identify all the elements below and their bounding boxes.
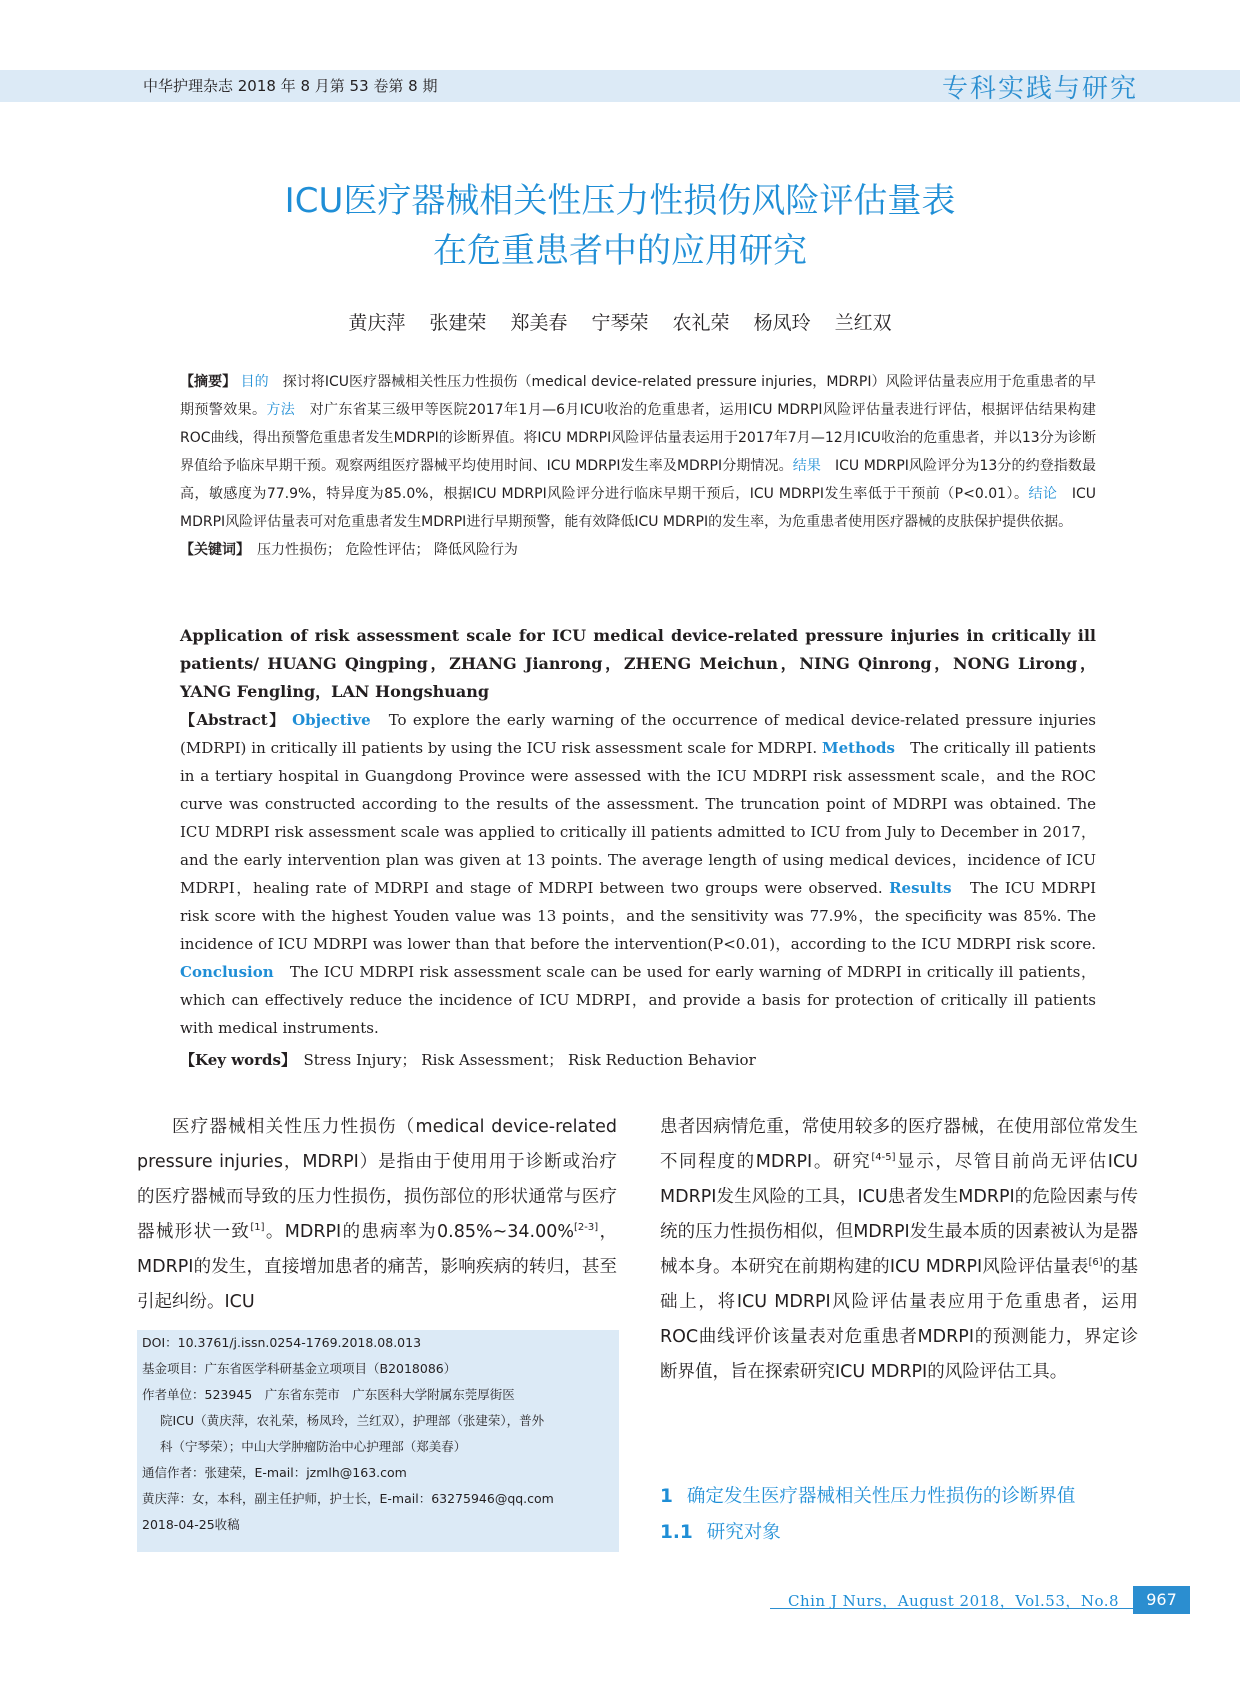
author-bio[interactable]: 黄庆萍：女，本科，副主任护师，护士长，E-mail：63275946@qq.com xyxy=(142,1491,554,1506)
affiliation-line-3: 科（宁琴荣）；中山大学肿瘤防治中心护理部（郑美春） xyxy=(160,1439,467,1454)
corresponding-author[interactable]: 通信作者：张建荣，E-mail：jzmlh@163.com xyxy=(142,1465,407,1480)
intro-text-5: 显示，尽管目前尚无评估ICU MDRPI发生风险的工具，ICU患者发生MDRPI的危险因素与传统的压力性损伤相似，但MDRPI发生最本质的因素被认为是器械本身。本研究在前期构建的ICU MDRPI风险评估量表 xyxy=(660,1152,1138,1277)
section-title-1-1: 研究对象 xyxy=(706,1522,781,1543)
conclusion-label: 结论 xyxy=(1028,486,1058,502)
intro-paragraph-cont xyxy=(660,1110,1138,1390)
results-label-en: Results xyxy=(889,879,952,897)
doi-line[interactable]: DOI：10.3761/j.issn.0254-1769.2018.08.013 xyxy=(142,1335,422,1350)
methods-text-en: The critically ill patients in a tertiary hospital in Guangdong Province were assessed with the ICU MDRPI risk assessment scale，and the ROC curve was constructed according to the results of the assessment. The truncation point of MDRPI was obtained. The ICU MDRPI risk assessment scale was applied to critically ill patients admitted to ICU from July to December in 2017，and the early intervention plan was given at 13 points. The average length of using medical devices，incidence of ICU MDRPI，healing rate of MDRPI and stage of MDRPI between two groups were observed. xyxy=(180,739,1096,897)
intro-paragraph xyxy=(137,1110,617,1320)
intro-text-2: 。MDRPI的患病率为0.85%~34.00% xyxy=(264,1222,574,1242)
journal-header: 中华护理杂志 2018 年 8 月第 53 卷第 8 期 xyxy=(143,77,438,95)
results-text-en: The ICU MDRPI risk score with the highest Youden value was 13 points，and the sensitivity was 77.9%，the specificity was 85%. The incidence of ICU MDRPI was lower than that before the intervention(P<0.01)，according to the ICU MDRPI risk score. xyxy=(180,879,1096,953)
section-heading-1 xyxy=(660,1482,1075,1508)
section-heading-1-1 xyxy=(660,1518,781,1544)
footer-citation: Chin J Nurs，August 2018，Vol.53，No.8 xyxy=(788,1592,1120,1610)
keywords-text-en: Stress Injury； Risk Assessment； Risk Reduction Behavior xyxy=(303,1051,756,1069)
fund-line: 基金项目：广东省医学科研基金立项项目（B2018086） xyxy=(142,1361,457,1376)
section-number-1-1: 1.1 xyxy=(660,1522,693,1543)
section-label: 专科实践与研究 xyxy=(941,74,1138,104)
results-text: ICU MDRPI风险评分为13分的约登指数最高，敏感度为77.9%，特异度为85.0%，根据ICU MDRPI风险评分进行临床早期干预后，ICU MDRPI发生率低于干预前（P<0.01）。 xyxy=(180,458,1097,502)
reference-2[interactable]: [2-3] xyxy=(573,1222,599,1234)
chinese-abstract xyxy=(180,368,1096,564)
objective-label: 目的 xyxy=(240,374,269,390)
article-title-line2: 在危重患者中的应用研究 xyxy=(433,231,807,271)
intro-text-3: ，MDRPI的发生，直接增加患者的痛苦，影响疾病的转归，甚至引起纠纷。ICU xyxy=(137,1222,618,1312)
intro-text-1: 医疗器械相关性压力性损伤（medical device-related pressure injuries，MDRPI）是指由于使用用于诊断或治疗的医疗器械而导致的压力性损伤，损伤部位的形状通常与医疗器械形状一致 xyxy=(137,1117,617,1242)
page-number: 967 xyxy=(1133,1586,1190,1614)
objective-text-en: To explore the early warning of the occurrence of medical device-related pressure injuries (MDRPI) in critically ill patients by using the ICU risk assessment scale for MDRPI. xyxy=(180,711,1096,757)
abstract-label: 【摘要】 xyxy=(180,374,237,390)
english-title: Application of risk assessment scale for ICU medical device-related pressure injuries in critically ill patients/ HUANG Qingping，ZHANG Jianrong，ZHENG Meichun，NING Qinrong，NONG Lirong，YANG Fengling，LAN Hongshuang xyxy=(180,626,1096,701)
affiliation-line-1: 作者单位：523945 广东省东莞市 广东医科大学附属东莞厚街医 xyxy=(142,1387,515,1402)
conclusion-label-en: Conclusion xyxy=(180,963,274,981)
conclusion-text-en: The ICU MDRPI risk assessment scale can be used for early warning of MDRPI in critically ill patients，which can effectively reduce the incidence of ICU MDRPI，and provide a basis for protection of critically ill patients with medical instruments. xyxy=(180,963,1096,1037)
keywords-label-en: 【Key words】 xyxy=(180,1051,289,1069)
section-title-1: 确定发生医疗器械相关性压力性损伤的诊断界值 xyxy=(686,1486,1076,1507)
intro-text-6: 的基础上，将ICU MDRPI风险评估量表应用于危重患者，运用ROC曲线评价该量表对危重患者MDRPI的预测能力，界定诊断界值，旨在探索研究ICU MDRPI的风险评估工具。 xyxy=(660,1257,1138,1382)
article-info-box xyxy=(137,1330,619,1552)
body-right-column xyxy=(660,1110,1138,1390)
english-abstract xyxy=(180,706,1096,1042)
author-list: 黄庆萍 张建荣 郑美春 宁琴荣 农礼荣 杨凤玲 兰红双 xyxy=(348,312,892,334)
keywords-text: 压力性损伤； 危险性评估； 降低风险行为 xyxy=(257,542,518,558)
objective-text: 探讨将ICU医疗器械相关性压力性损伤（medical device-related pressure injuries，MDRPI）风险评估量表应用于危重患者的早期预警效果。 xyxy=(180,374,1097,418)
intro-text-4: 患者因病情危重，常使用较多的医疗器械，在使用部位常发生不同程度的MDRPI。研究 xyxy=(660,1117,1138,1172)
english-keywords xyxy=(180,1046,1096,1074)
methods-label: 方法 xyxy=(266,402,296,418)
reference-4[interactable]: [6] xyxy=(1088,1257,1103,1269)
methods-text: 对广东省某三级甲等医院2017年1月—6月ICU收治的危重患者，运用ICU MDRPI风险评估量表进行评估，根据评估结果构建ROC曲线，得出预警危重患者发生MDRPI的诊断界值。将ICU MDRPI风险评估量表运用于2017年7月—12月ICU收治的危重患者，并以13分为诊断界值给予临床早期干预。观察两组医疗器械平均使用时间、ICU MDRPI发生率及MDRPI分期情况。 xyxy=(180,402,1097,474)
conclusion-text: ICU MDRPI风险评估量表可对危重患者发生MDRPI进行早期预警，能有效降低ICU MDRPI的发生率，为危重患者使用医疗器械的皮肤保护提供依据。 xyxy=(180,486,1097,530)
section-number-1: 1 xyxy=(660,1486,673,1507)
reference-3[interactable]: [4-5] xyxy=(871,1152,896,1164)
objective-label-en: Objective xyxy=(292,711,371,729)
article-title-line1: ICU医疗器械相关性压力性损伤风险评估量表 xyxy=(284,181,956,221)
affiliation-line-2: 院ICU（黄庆萍，农礼荣，杨凤玲，兰红双），护理部（张建荣），普外 xyxy=(160,1413,545,1428)
abstract-label-en: 【Abstract】 xyxy=(180,711,286,729)
body-left-column xyxy=(137,1110,617,1320)
methods-label-en: Methods xyxy=(822,739,895,757)
reference-1[interactable]: [1] xyxy=(250,1222,265,1234)
keywords-label: 【关键词】 xyxy=(180,542,243,558)
received-date: 2018-04-25收稿 xyxy=(142,1517,240,1532)
results-label: 结果 xyxy=(792,458,821,474)
